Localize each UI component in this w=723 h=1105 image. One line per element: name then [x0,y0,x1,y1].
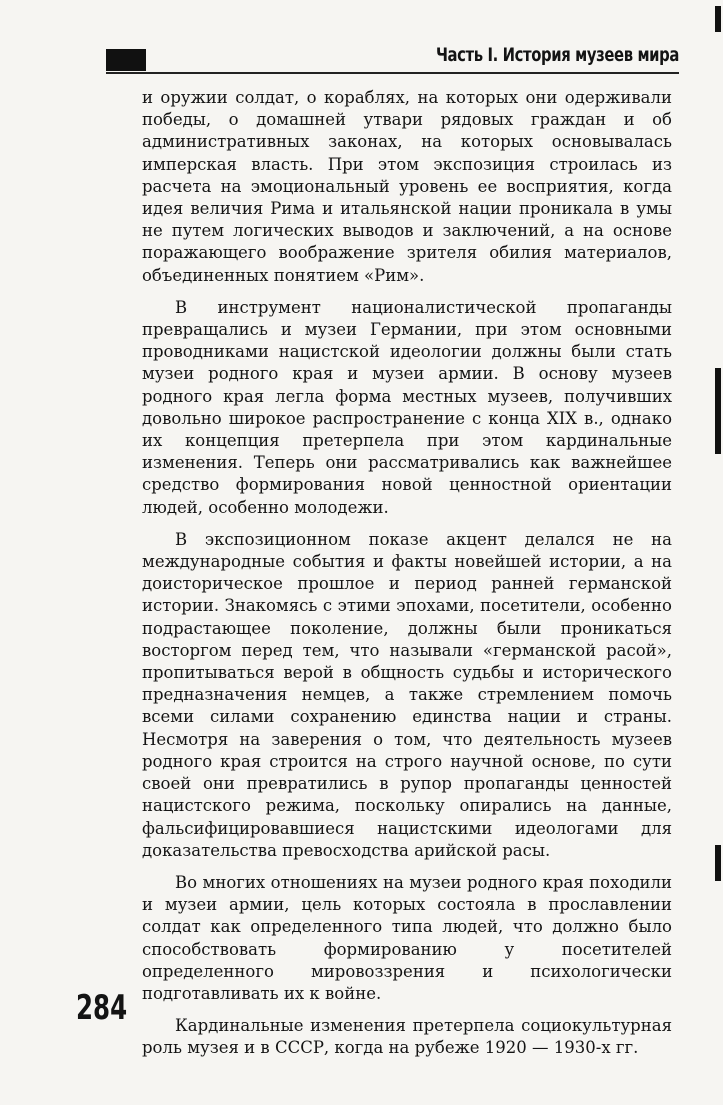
scan-edge-mark [715,845,721,881]
body-text [142,87,672,1060]
paragraph: В экспозиционном показе акцент делался не на международные события и факты новейшей истории, а на доисторическое прошлое и период ранней германской истории. Знакомясь с этими эпохами, посетители, особенно подрастающее поколение, должны были проникаться восторгом перед тем, что называли «германской расой», пропитываться верой в общность судьбы и исторического предназначения немцев, а также стремлением помочь всеми силами сохранению единства нации и страны. Несмотря на заверения о том, что деятельность музеев родного края строится на строго научной основе, по сути своей они превратились в рупор пропаганды ценностей нацистского режима, поскольку опирались на данные, фальсифицировавшиеся нацистскими идеологами для доказательства превосходства арийской расы. [142,529,672,860]
paragraph: Во многих отношениях на музеи родного края походили и музеи армии, цель которых состояла в прославлении солдат как определенного типа людей, что должно было способствовать формированию у посетителей определенного мировоззрения и психологически подготавливать их к войне. [142,872,672,1003]
scan-edge-mark [715,6,721,32]
page-number: 284 [76,988,128,1028]
scan-edge-mark [715,368,721,454]
header-black-block [106,49,146,71]
paragraph: и оружии солдат, о кораблях, на которых они одерживали победы, о домашней утвари рядовых граждан и об административных законах, на которых основывалась имперская власть. При этом экспозиция строилась из расчета на эмоциональный уровень ее восприятия, когда идея величия Рима и итальянской нации проникала в умы не путем логических выводов и заключений, а на основе поражающего воображение зрителя обилия материалов, объединенных понятием «Рим». [142,88,672,285]
header-rule [106,72,679,74]
paragraph: Кардинальные изменения претерпела социокультурная роль музея и в СССР, когда на рубеже 1920 — 1930-х гг. [142,1016,672,1058]
paragraph: В инструмент националистической пропаганды превращались и музеи Германии, при этом основными проводниками нацистской идеологии должны были стать музеи родного края и музеи армии. В основу музеев родного края легла форма местных музеев, получивших довольно широкое распространение с конца XIX в., однако их концепция претерпела при этом кардинальные изменения. Теперь они рассматривались как важнейшее средство формирования новой ценностной ориентации людей, особенно молодежи. [142,297,672,517]
running-head: Часть I. История музеев мира [435,44,679,66]
